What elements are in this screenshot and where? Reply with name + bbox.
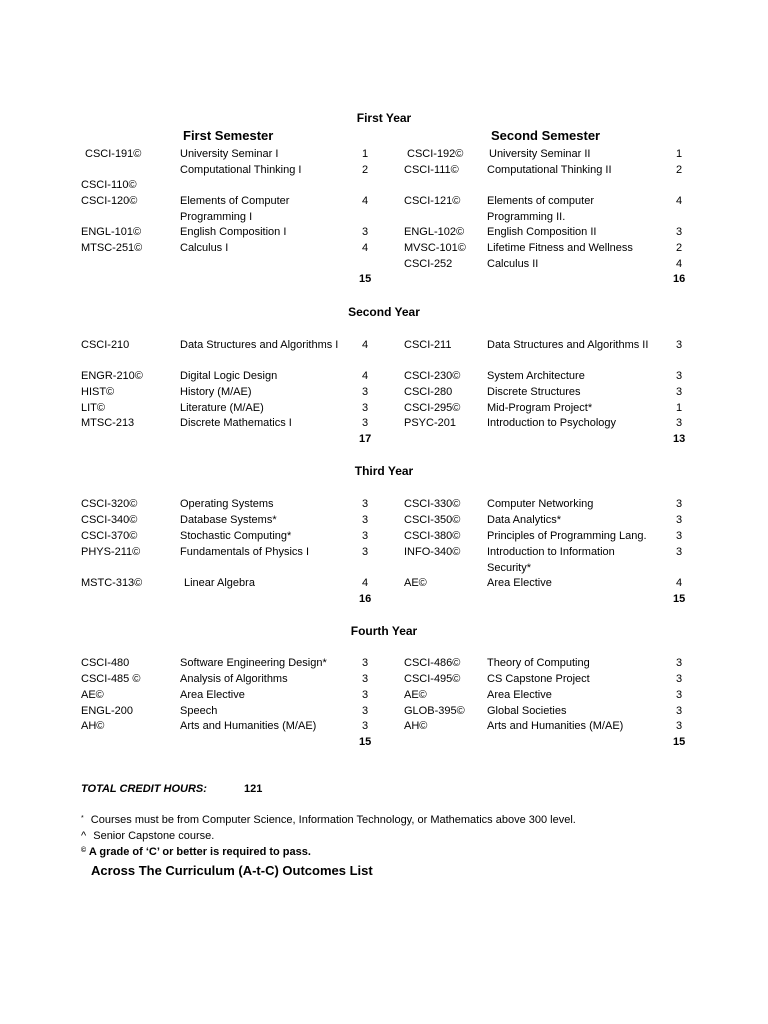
footnote-mark: ^ — [81, 830, 87, 842]
course-credits: 3 — [362, 402, 369, 414]
semester-total: 16 — [673, 273, 686, 285]
course-name: Operating Systems — [180, 498, 274, 510]
course-name: Fundamentals of Physics I — [180, 546, 310, 558]
course-code: CSCI-210 — [81, 339, 130, 351]
semester-total: 15 — [359, 273, 372, 285]
course-code: CSCI-370© — [81, 530, 138, 542]
course-credits: 3 — [362, 657, 369, 669]
semester-total: 15 — [673, 736, 686, 748]
course-name: Stochastic Computing* — [180, 530, 292, 542]
course-code: LIT© — [81, 402, 105, 414]
course-credits: 3 — [676, 657, 683, 669]
course-name: Analysis of Algorithms — [180, 673, 288, 685]
semester-total: 16 — [359, 593, 372, 605]
course-name: Calculus I — [180, 242, 229, 254]
course-code: CSCI-191© — [85, 148, 142, 160]
course-code: AH© — [404, 720, 428, 732]
course-credits: 3 — [362, 546, 369, 558]
course-code: CSCI-211 — [404, 339, 452, 351]
course-code: AE© — [404, 577, 427, 589]
course-credits: 3 — [362, 226, 369, 238]
outcomes-list-title: Across The Curriculum (A-t-C) Outcomes List — [91, 863, 373, 878]
course-credits: 4 — [676, 577, 683, 589]
course-name: Lifetime Fitness and Wellness — [487, 242, 633, 254]
footnote — [81, 829, 214, 844]
course-code: CSCI-486© — [404, 657, 461, 669]
course-code: CSCI-120© — [81, 195, 138, 207]
course-code: AH© — [81, 720, 105, 732]
footnote-mark: * — [81, 815, 84, 822]
course-name: Elements of Computer Programming I — [180, 195, 290, 223]
course-credits: 3 — [676, 514, 683, 526]
footnote — [81, 813, 576, 828]
footnote — [81, 845, 311, 860]
course-code: ENGL-102© — [404, 226, 465, 238]
course-code: CSCI-110© — [81, 179, 137, 191]
course-name: Database Systems* — [180, 514, 277, 526]
course-name: Digital Logic Design — [180, 370, 278, 382]
course-credits: 3 — [362, 417, 369, 429]
course-name: Arts and Humanities (M/AE) — [180, 720, 317, 732]
course-code: INFO-340© — [404, 546, 461, 558]
course-name: Data Structures and Algorithms I — [180, 339, 339, 351]
course-code: CSCI-495© — [404, 673, 461, 685]
total-credit-hours-value: 121 — [244, 783, 263, 795]
course-name: University Seminar I — [180, 148, 279, 160]
second-semester-heading: Second Semester — [491, 128, 601, 143]
course-name: Data Structures and Algorithms II — [487, 339, 649, 351]
course-credits: 4 — [362, 242, 369, 254]
course-code: CSCI-320© — [81, 498, 138, 510]
course-name: Mid-Program Project* — [487, 402, 593, 414]
course-code: CSCI-295© — [404, 402, 461, 414]
course-name: Theory of Computing — [487, 657, 590, 669]
course-name: Principles of Programming Lang. — [487, 530, 647, 542]
course-name: Discrete Mathematics I — [180, 417, 292, 429]
course-credits: 3 — [676, 370, 683, 382]
footnote-text: A grade of ‘C’ or better is required to pass. — [88, 846, 311, 858]
course-name: Computational Thinking I — [180, 164, 302, 176]
course-credits: 3 — [362, 673, 369, 685]
course-name: Data Analytics* — [487, 514, 561, 526]
course-credits: 4 — [676, 195, 683, 207]
course-credits: 3 — [362, 386, 369, 398]
course-code: CSCI-121© — [404, 195, 461, 207]
course-name: Area Elective — [487, 689, 552, 701]
course-credits: 3 — [676, 386, 683, 398]
course-code: CSCI-252 — [404, 258, 453, 270]
course-name: Speech — [180, 705, 218, 717]
year-title-fourth: Fourth Year — [350, 624, 418, 638]
course-code: CSCI-480 — [81, 657, 130, 669]
course-name: Calculus II — [487, 258, 539, 270]
semester-total: 17 — [359, 433, 372, 445]
course-code: CSCI-192© — [407, 148, 464, 160]
course-name: System Architecture — [487, 370, 585, 382]
year-title-second: Second Year — [348, 305, 420, 319]
course-code: MTSC-213 — [81, 417, 135, 429]
footnote-mark: © — [81, 847, 87, 854]
course-credits: 2 — [676, 242, 683, 254]
course-name: Area Elective — [180, 689, 245, 701]
course-credits: 3 — [362, 514, 369, 526]
course-credits: 3 — [676, 705, 683, 717]
course-code: MTSC-251© — [81, 242, 143, 254]
course-name: Elements of computer Programming II. — [487, 195, 594, 223]
course-name: Global Societies — [487, 705, 567, 717]
course-code: MSTC-313© — [81, 577, 143, 589]
course-credits: 3 — [676, 546, 683, 558]
course-code: CSCI-230© — [404, 370, 461, 382]
course-credits: 1 — [676, 402, 683, 414]
course-name: University Seminar II — [489, 148, 591, 160]
course-code: HIST© — [81, 386, 115, 398]
course-credits: 4 — [676, 258, 683, 270]
course-name: Introduction to Psychology — [487, 417, 617, 429]
course-credits: 2 — [362, 164, 369, 176]
course-name: History (M/AE) — [180, 386, 252, 398]
course-credits: 4 — [362, 370, 369, 382]
course-name: CS Capstone Project — [487, 673, 590, 685]
course-name: Software Engineering Design* — [180, 657, 327, 669]
course-code: GLOB-395© — [404, 705, 465, 717]
course-credits: 2 — [676, 164, 683, 176]
course-credits: 1 — [676, 148, 683, 160]
course-code: AE© — [404, 689, 427, 701]
course-code: ENGL-200 — [81, 705, 133, 717]
course-code: PSYC-201 — [404, 417, 456, 429]
year-title-third: Third Year — [354, 464, 414, 478]
semester-total: 13 — [673, 433, 686, 445]
course-name: Introduction to Information Security* — [487, 546, 615, 574]
course-credits: 3 — [362, 530, 369, 542]
course-code: MVSC-101© — [404, 242, 466, 254]
course-code: CSCI-485 © — [81, 673, 141, 685]
course-code: ENGR-210© — [81, 370, 143, 382]
course-credits: 3 — [676, 530, 683, 542]
course-credits: 3 — [362, 720, 369, 732]
semester-total: 15 — [359, 736, 372, 748]
course-credits: 3 — [676, 339, 683, 351]
course-code: CSCI-330© — [404, 498, 461, 510]
footnote-text: Senior Capstone course. — [93, 830, 215, 842]
course-credits: 3 — [362, 705, 369, 717]
year-title-first: First Year — [356, 111, 412, 125]
course-credits: 1 — [362, 148, 369, 160]
course-name: Arts and Humanities (M/AE) — [487, 720, 624, 732]
course-name: Discrete Structures — [487, 386, 581, 398]
course-name: Linear Algebra — [184, 577, 255, 589]
course-credits: 4 — [362, 339, 369, 351]
course-name: Computational Thinking II — [487, 164, 612, 176]
course-credits: 3 — [676, 498, 683, 510]
course-credits: 4 — [362, 577, 369, 589]
course-name: Computer Networking — [487, 498, 594, 510]
total-credit-hours-label: TOTAL CREDIT HOURS: — [81, 783, 207, 795]
course-credits: 4 — [362, 195, 369, 207]
course-name: Literature (M/AE) — [180, 402, 264, 414]
course-code: CSCI-280 — [404, 386, 453, 398]
course-credits: 3 — [362, 498, 369, 510]
course-code: CSCI-340© — [81, 514, 138, 526]
course-credits: 3 — [676, 689, 683, 701]
course-credits: 3 — [676, 226, 683, 238]
course-name: English Composition I — [180, 226, 287, 238]
course-credits: 3 — [676, 673, 683, 685]
course-credits: 3 — [676, 417, 683, 429]
course-code: ENGL-101© — [81, 226, 142, 238]
course-code: CSCI-111© — [404, 164, 459, 176]
course-credits: 3 — [362, 689, 369, 701]
first-semester-heading: First Semester — [183, 128, 274, 143]
course-name: Area Elective — [487, 577, 552, 589]
course-code: CSCI-380© — [404, 530, 461, 542]
course-name: English Composition II — [487, 226, 597, 238]
course-credits: 3 — [676, 720, 683, 732]
course-code: AE© — [81, 689, 104, 701]
course-code: PHYS-211© — [81, 546, 141, 558]
footnote-text: Courses must be from Computer Science, Information Technology, or Mathematics above 300 level. — [90, 814, 576, 826]
semester-total: 15 — [673, 593, 686, 605]
course-code: CSCI-350© — [404, 514, 461, 526]
